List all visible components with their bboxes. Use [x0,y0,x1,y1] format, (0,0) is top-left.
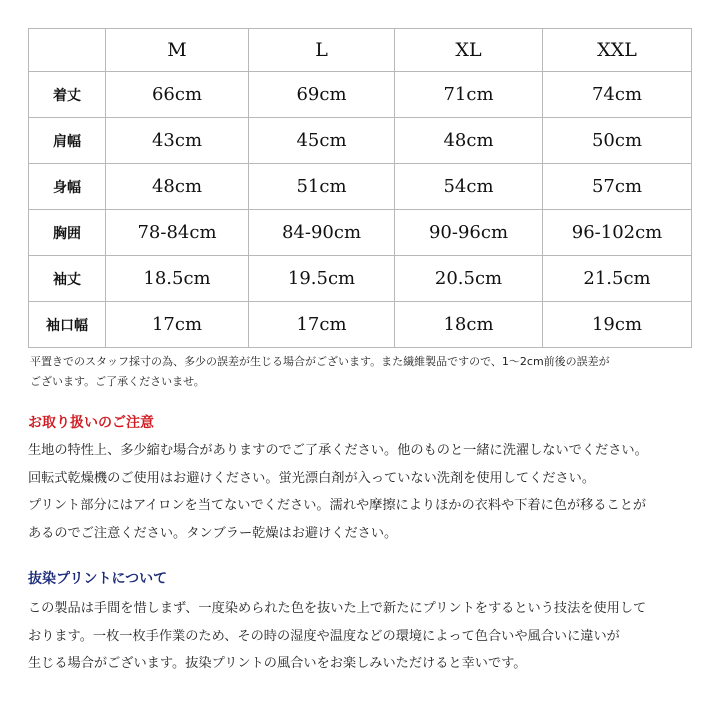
table-cell: 90-96cm [395,210,543,256]
size-header-m: M [106,29,249,72]
note-line: 平置きでのスタッフ採寸の為、多少の誤差が生じる場合がございます。また繊維製品ですので、1～2cm前後の誤差が [30,355,610,368]
print-line: おります。一枚一枚手作業のため、その時の湿度や温度などの環境によって色合いや風合いに違いが [28,628,620,644]
table-cell: 19.5cm [249,256,395,302]
row-label: 袖丈 [29,256,106,302]
row-label: 着丈 [29,72,106,118]
table-cell: 18cm [395,302,543,348]
care-heading: お取り扱いのご注意 [28,415,154,431]
row-label: 袖口幅 [29,302,106,348]
discharge-print-paragraph [28,595,708,678]
care-line: 回転式乾燥機のご使用はお避けください。蛍光漂白剤が入っていない洗剤を使用してください。 [28,470,596,486]
table-cell: 78-84cm [106,210,249,256]
table-cell: 19cm [543,302,692,348]
table-row [29,118,692,164]
size-header-xxl: XXL [543,29,692,72]
table-cell: 17cm [249,302,395,348]
table-cell: 48cm [395,118,543,164]
table-cell: 18.5cm [106,256,249,302]
care-line: あるのでご注意ください。タンブラー乾燥はお避けください。 [28,525,398,541]
table-cell: 50cm [543,118,692,164]
table-cell: 43cm [106,118,249,164]
measurement-note [30,352,702,392]
care-line: プリント部分にはアイロンを当てないでください。濡れや摩擦によりほかの衣料や下着に色が移ることが [28,498,647,513]
print-line: この製品は手間を惜しまず、一度染められた色を抜いた上で新たにプリントをするという技法を使用して [28,601,647,616]
row-label: 肩幅 [29,118,106,164]
discharge-print-heading: 抜染プリントについて [28,571,168,587]
table-row [29,164,692,210]
table-cell: 45cm [249,118,395,164]
table-cell: 21.5cm [543,256,692,302]
table-row [29,256,692,302]
table-cell: 71cm [395,72,543,118]
table-cell: 66cm [106,72,249,118]
table-cell: 69cm [249,72,395,118]
table-cell: 54cm [395,164,543,210]
row-label: 胸囲 [29,210,106,256]
table-cell: 17cm [106,302,249,348]
table-cell: 74cm [543,72,692,118]
care-paragraph [28,437,708,547]
size-table-header-row [29,29,692,72]
size-table [28,28,692,348]
table-cell: 48cm [106,164,249,210]
size-header-xl: XL [395,29,543,72]
table-cell: 51cm [249,164,395,210]
table-cell: 96-102cm [543,210,692,256]
print-line: 生じる場合がございます。抜染プリントの風合いをお楽しみいただけると幸いです。 [28,656,527,671]
table-row [29,210,692,256]
size-header-l: L [249,29,395,72]
table-row [29,302,692,348]
table-cell: 84-90cm [249,210,395,256]
size-header-corner [29,29,106,72]
table-cell: 20.5cm [395,256,543,302]
table-row [29,72,692,118]
row-label: 身幅 [29,164,106,210]
table-cell: 57cm [543,164,692,210]
note-line: ございます。ご了承くださいませ。 [30,375,205,388]
care-line: 生地の特性上、多少縮む場合がありますのでご了承ください。他のものと一緒に洗濯しないでください。 [28,443,648,458]
